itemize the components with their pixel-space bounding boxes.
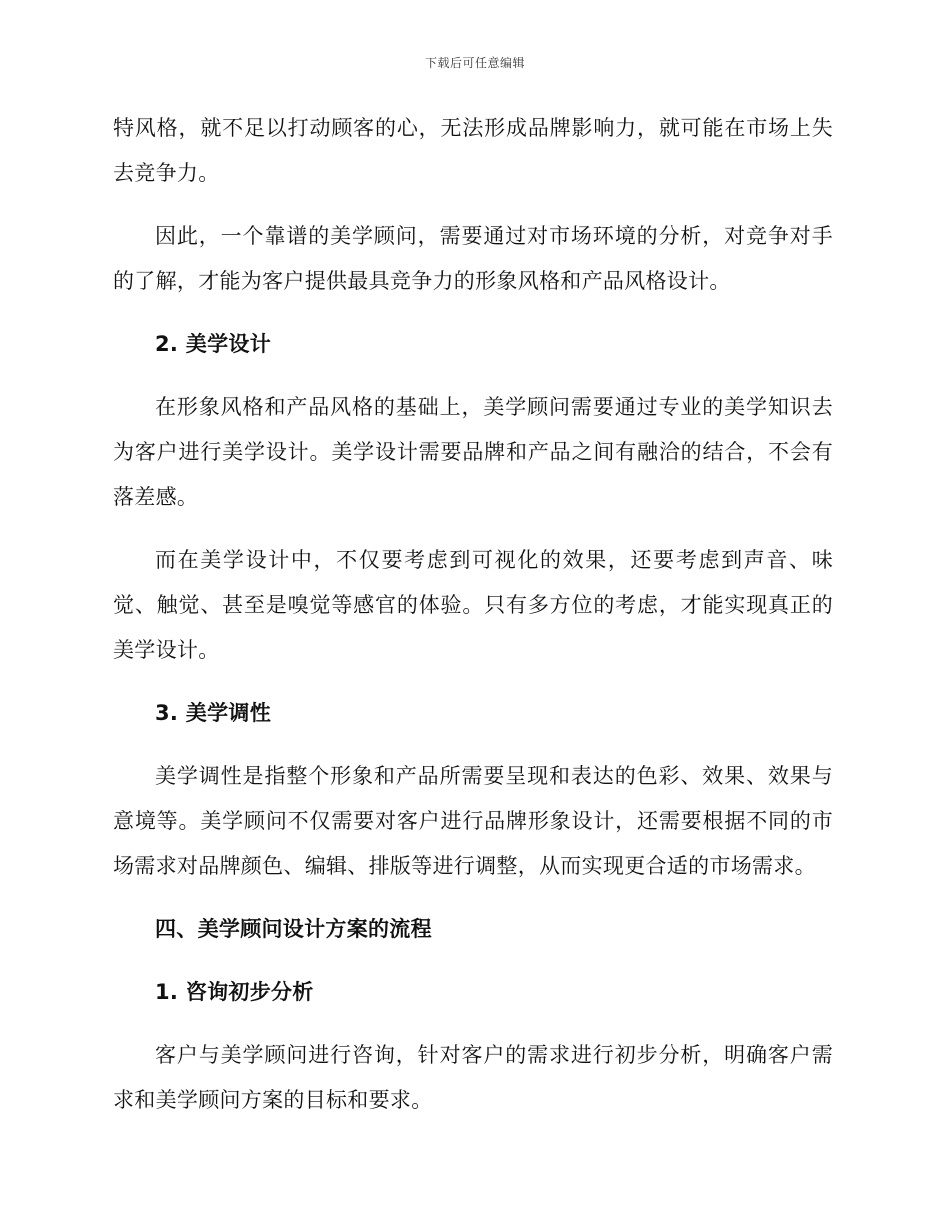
paragraph-tone-definition: 美学调性是指整个形象和产品所需要呈现和表达的色彩、效果、效果与意境等。美学顾问不仅需要对客户进行品牌形象设计，还需要根据不同的市场需求对品牌颜色、编辑、排版等进行调整，从而实现更合适的市场需求。 <box>113 764 833 878</box>
paragraph-consult-detail: 客户与美学顾问进行咨询，针对客户的需求进行初步分析，明确客户需求和美学顾问方案的目标和要求。 <box>113 1043 833 1112</box>
paragraph-style-competition: 特风格，就不足以打动顾客的心，无法形成品牌影响力，就可能在市场上失去竞争力。 <box>113 116 833 185</box>
heading-consult-analysis: 1. 咨询初步分析 <box>155 980 314 1004</box>
paragraph-market-analysis: 因此，一个靠谱的美学顾问，需要通过对市场环境的分析，对竞争对手的了解，才能为客户提供最具竞争力的形象风格和产品风格设计。 <box>113 224 833 293</box>
paragraph-sensory-experience: 而在美学设计中，不仅要考虑到可视化的效果，还要考虑到声音、味觉、触觉、甚至是嗅觉等感官的体验。只有多方位的考虑，才能实现真正的美学设计。 <box>113 548 833 662</box>
heading-aesthetic-design: 2. 美学设计 <box>155 332 271 356</box>
page-header-note: 下载后可任意编辑 <box>424 56 525 70</box>
heading-design-process: 四、美学顾问设计方案的流程 <box>155 917 432 941</box>
document-body <box>113 106 833 1141</box>
heading-aesthetic-tone: 3. 美学调性 <box>155 701 271 725</box>
paragraph-design-basis: 在形象风格和产品风格的基础上，美学顾问需要通过专业的美学知识去为客户进行美学设计。美学设计需要品牌和产品之间有融洽的结合，不会有落差感。 <box>113 395 833 509</box>
